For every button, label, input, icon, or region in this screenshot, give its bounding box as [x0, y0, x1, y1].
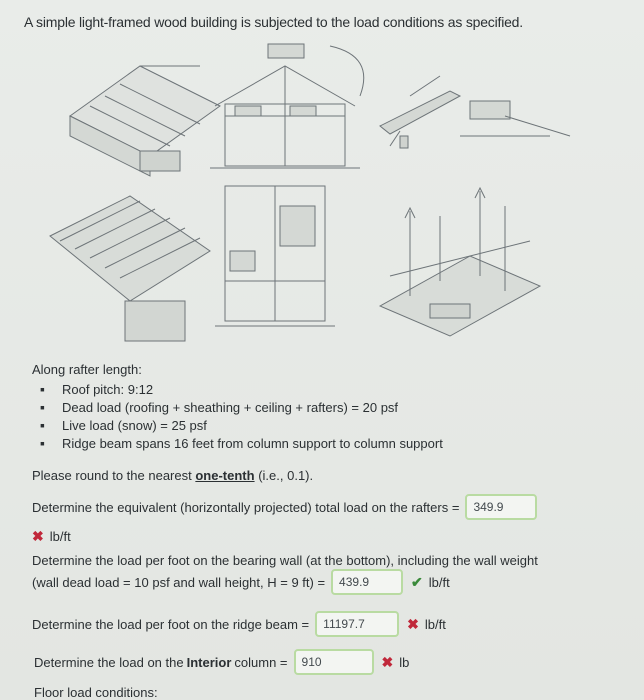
- correct-icon: ✔: [411, 573, 423, 590]
- question-prompt-suffix: column =: [234, 654, 288, 670]
- rounding-instruction: [32, 468, 313, 483]
- unit-label: lb/ft: [49, 529, 71, 544]
- question-prompt: Determine the equivalent (horizontally projected) total load on the rafters =: [32, 499, 460, 515]
- question-rafter-load: [32, 494, 537, 520]
- question-prompt-bold: Interior: [186, 654, 232, 670]
- interior-column-load-input[interactable]: 910: [294, 649, 374, 675]
- rounding-prefix: Please round to the nearest: [32, 468, 192, 483]
- building-section-figure: [210, 44, 364, 168]
- problem-title: A simple light-framed wood building is subjected to the load conditions as specified.: [24, 14, 523, 30]
- list-item: ▪ Live load (snow) = 25 psf: [40, 416, 443, 434]
- question-prompt: Determine the load per foot on the ridge beam =: [32, 616, 310, 632]
- ridge-beam-figure: [380, 76, 570, 148]
- rafter-load-input[interactable]: 349.9: [465, 494, 537, 520]
- rounding-emphasis: one-tenth: [195, 468, 255, 483]
- question-prompt: Determine the load per foot on the bearing wall (at the bottom), including the wall weight: [32, 553, 538, 568]
- question-interior-column-load: [34, 649, 409, 675]
- floor-framing-figure: [50, 196, 210, 341]
- floor-plan-figure: [215, 186, 335, 326]
- list-item: ▪ Ridge beam spans 16 feet from column support to column support: [40, 434, 443, 452]
- wall-load-input[interactable]: 439.9: [331, 569, 403, 595]
- load-conditions-list: [40, 380, 443, 452]
- rafter-load-feedback: [32, 528, 71, 545]
- unit-label: lb/ft: [424, 616, 446, 632]
- question-prompt-continued: (wall dead load = 10 psf and wall height, H = 9 ft) =: [32, 574, 326, 590]
- incorrect-icon: ✖: [407, 615, 419, 632]
- list-item: ▪ Roof pitch: 9:12: [40, 380, 443, 398]
- column-loads-figure: [380, 188, 540, 336]
- incorrect-icon: ✖: [32, 528, 44, 544]
- question-wall-load: [32, 569, 450, 595]
- building-figures: [30, 36, 590, 361]
- roof-framing-figure: [70, 66, 220, 176]
- ridge-beam-load-input[interactable]: 11197.7: [315, 611, 399, 637]
- rafter-section-heading: Along rafter length:: [32, 362, 142, 377]
- question-wall-load-line1: [32, 553, 538, 568]
- incorrect-icon: ✖: [381, 653, 394, 670]
- question-prompt-prefix: Determine the load on the: [34, 654, 184, 670]
- question-ridge-beam-load: [32, 611, 446, 637]
- list-item: ▪ Dead load (roofing + sheathing + ceiling + rafters) = 20 psf: [40, 398, 443, 416]
- rounding-suffix: (i.e., 0.1).: [258, 468, 314, 483]
- unit-label: lb: [399, 654, 410, 670]
- figures-svg: [30, 36, 590, 361]
- unit-label: lb/ft: [428, 574, 450, 590]
- floor-section-heading: Floor load conditions:: [34, 685, 158, 700]
